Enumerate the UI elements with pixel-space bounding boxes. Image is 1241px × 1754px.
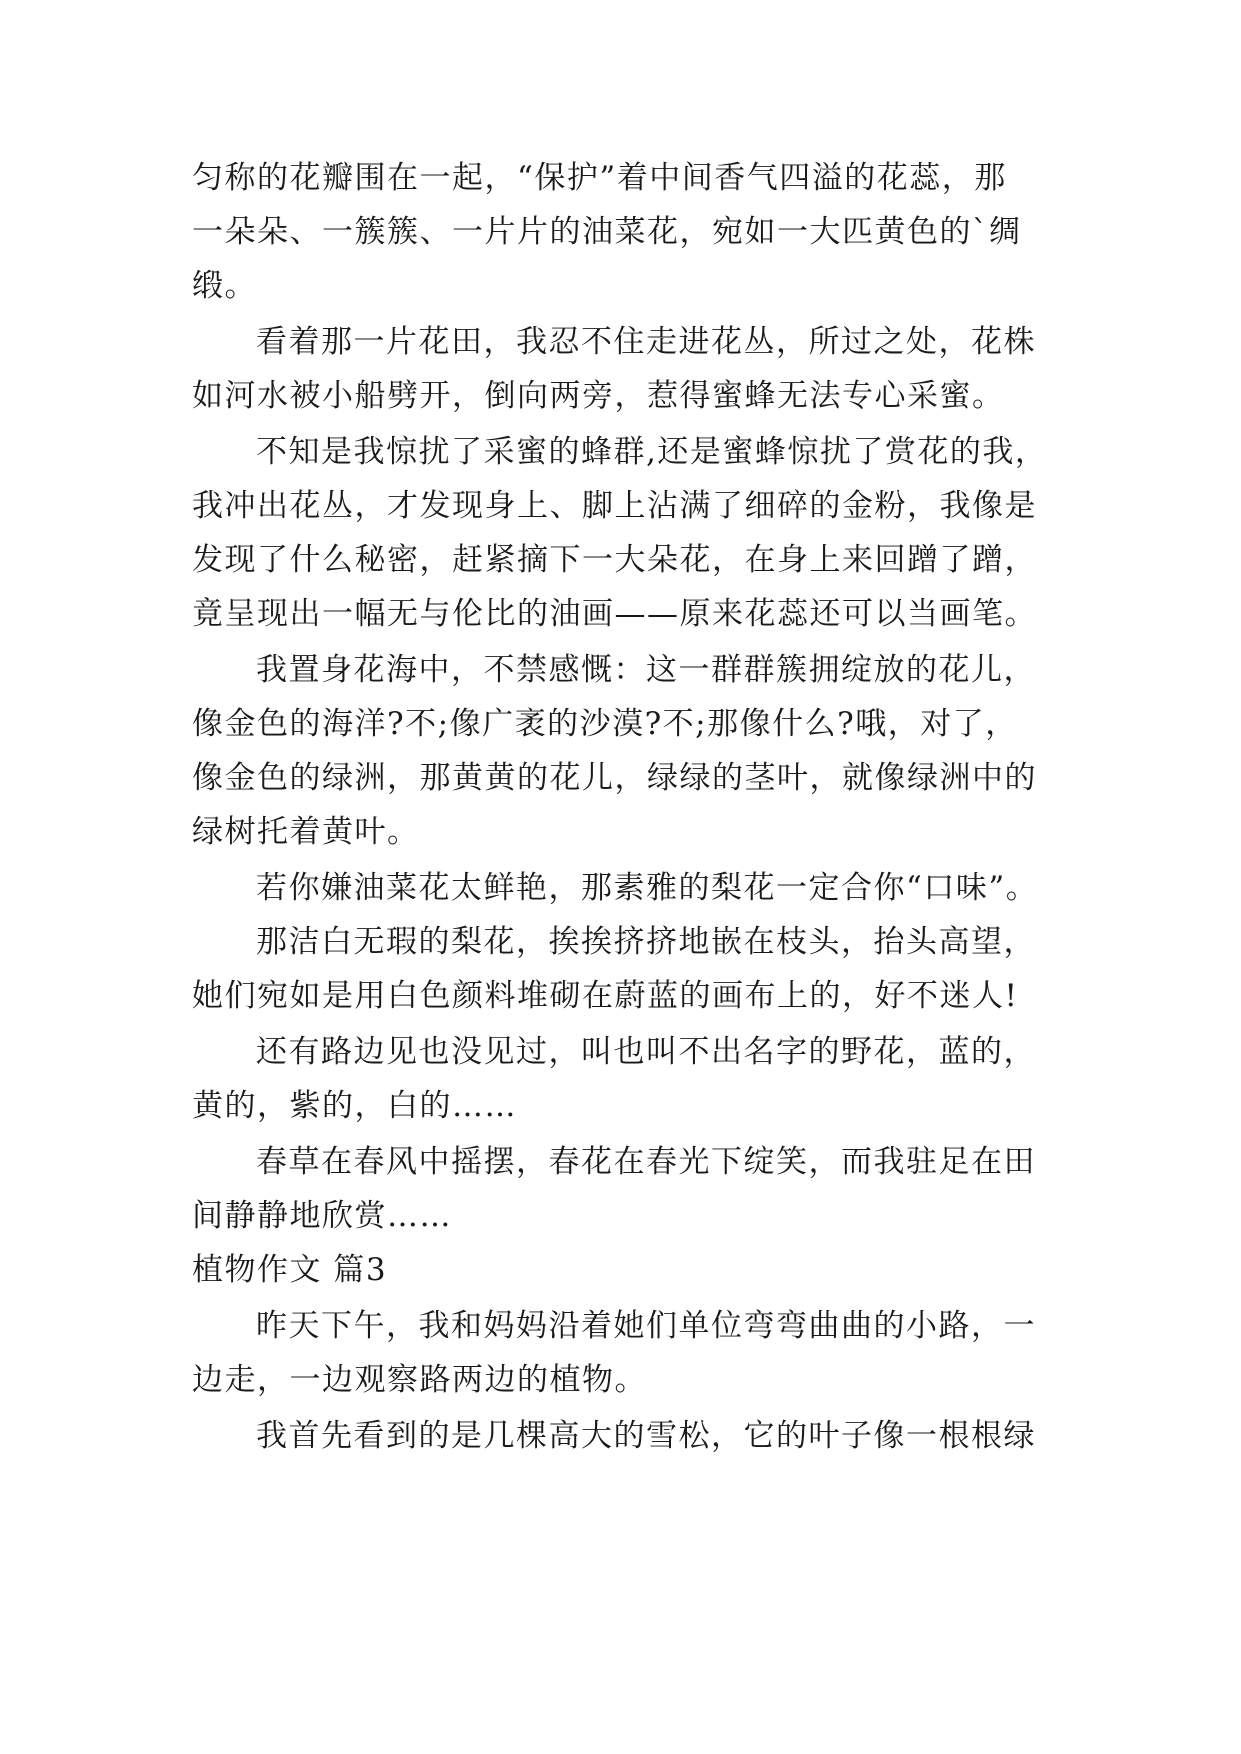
text-line: 春草在春风中摇摆，春花在春光下绽笑，而我驻足在田: [256, 1144, 1036, 1180]
text-line: 黄的，紫的，白的……: [192, 1088, 517, 1124]
text-line: 像金色的绿洲，那黄黄的花儿，绿绿的茎叶，就像绿洲中的: [192, 760, 1037, 796]
text-line: 我冲出花丛，才发现身上、脚上沾满了细碎的金粉，我像是: [192, 488, 1037, 524]
text-line: 间静静地欣赏……: [192, 1198, 452, 1234]
text-line: 如河水被小船劈开，倒向两旁，惹得蜜蜂无法专心采蜜。: [192, 378, 1005, 414]
section-heading: 植物作文 篇3: [192, 1252, 388, 1288]
text-line: 边走，一边观察路两边的植物。: [192, 1362, 647, 1398]
text-line: 发现了什么秘密，赶紧摘下一大朵花，在身上来回蹭了蹭，: [192, 542, 1037, 578]
text-line: 不知是我惊扰了采蜜的蜂群,还是蜜蜂惊扰了赏花的我，: [256, 434, 1048, 470]
text-line: 那洁白无瑕的梨花，挨挨挤挤地嵌在枝头，抬头高望，: [256, 924, 1036, 960]
text-line: 我首先看到的是几棵高大的雪松，它的叶子像一根根绿: [256, 1418, 1036, 1454]
text-line: 昨天下午，我和妈妈沿着她们单位弯弯曲曲的小路，一: [256, 1308, 1036, 1344]
text-line: 匀称的花瓣围在一起，“保护”着中间香气四溢的花蕊，那: [192, 160, 1007, 196]
text-line: 我置身花海中，不禁感慨：这一群群簇拥绽放的花儿，: [256, 652, 1036, 688]
text-line: 像金色的海洋?不;像广袤的沙漠?不;那像什么?哦，对了，: [192, 706, 1018, 742]
text-line: 缎。: [192, 268, 257, 304]
text-line: 还有路边见也没见过，叫也叫不出名字的野花，蓝的，: [256, 1034, 1036, 1070]
text-line: 一朵朵、一簇簇、一片片的油菜花，宛如一大匹黄色的`绸: [192, 214, 1022, 250]
text-line: 看着那一片花田，我忍不住走进花丛，所过之处，花株: [256, 324, 1036, 360]
text-line: 绿树托着黄叶。: [192, 814, 420, 850]
text-line: 若你嫌油菜花太鲜艳，那素雅的梨花一定合你“口味”。: [256, 870, 1039, 906]
text-line: 她们宛如是用白色颜料堆砌在蔚蓝的画布上的，好不迷人!: [192, 978, 1019, 1014]
text-line: 竟呈现出一幅无与伦比的油画——原来花蕊还可以当画笔。: [192, 596, 1037, 632]
